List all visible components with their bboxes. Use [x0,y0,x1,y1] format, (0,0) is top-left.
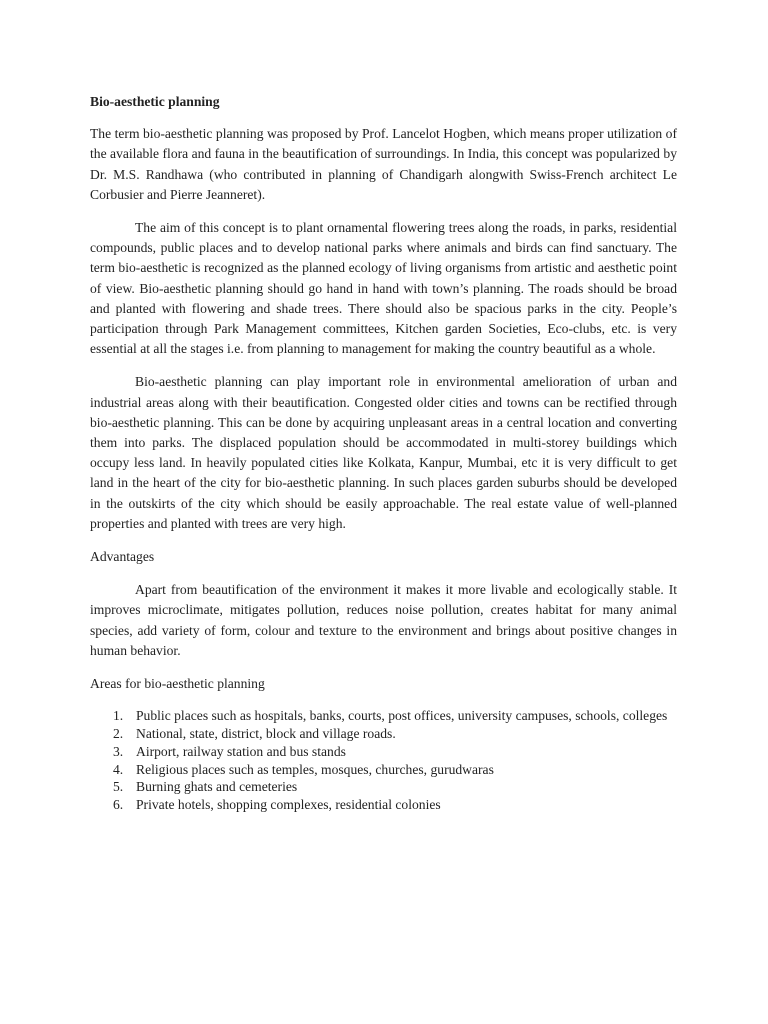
areas-list [90,707,677,814]
list-item-text: Religious places such as temples, mosques, churches, gurudwaras [136,761,494,777]
intro-paragraph: The term bio-aesthetic planning was proposed by Prof. Lancelot Hogben, which means proper utilization of the available flora and fauna in the beautification of surroundings. In India, this concept was popularized by Dr. M.S. Randhawa (who contributed in planning of Chandigarh alongwith Swiss-French architect Le Corbusier and Pierre Jeanneret). [90,126,677,202]
list-item-text: Burning ghats and cemeteries [136,779,298,795]
list-item [90,761,677,779]
list-item-text: National, state, district, block and village roads. [136,726,396,742]
list-item [90,725,677,743]
list-item-number: 6. [113,797,124,813]
areas-heading: Areas for bio-aesthetic planning [90,676,265,692]
list-item-number: 2. [113,726,124,742]
aim-paragraph: The aim of this concept is to plant ornamental flowering trees along the roads, in parks, residential compounds, public places and to develop national parks where animals and birds can find sanctuary. The term bio-aesthetic is recognized as the planned ecology of living organisms from artistic and aesthetic point of view. Bio-aesthetic planning should go hand in hand with town’s planning. The roads should be broad and planted with flowering and shade trees. There should also be spacious parks in the city. People’s participation through Park Management committees, Kitchen garden Societies, Eco-clubs, etc. is very essential at all the stages i.e. from planning to management for making the country beautiful as a whole. [90,220,677,357]
advantages-heading: Advantages [90,549,155,565]
list-item-number: 5. [113,779,124,795]
advantages-paragraph: Apart from beautification of the environment it makes it more livable and ecologically stable. It improves microclimate, mitigates pollution, reduces noise pollution, creates habitat for many animal species, add variety of form, colour and texture to the environment and brings about positive changes in human behavior. [90,582,677,658]
list-item-number: 3. [113,743,124,759]
list-item-text: Public places such as hospitals, banks, courts, post offices, university campuses, schools, colleges [136,708,668,724]
list-item-number: 1. [113,708,124,724]
list-item [90,778,677,796]
list-item-number: 4. [113,761,124,777]
list-item-text: Airport, railway station and bus stands [136,743,346,759]
list-item-text: Private hotels, shopping complexes, residential colonies [136,797,441,813]
list-item [90,707,677,725]
document-title: Bio-aesthetic planning [90,94,220,109]
role-paragraph: Bio-aesthetic planning can play important role in environmental amelioration of urban and industrial areas along with their beautification. Congested older cities and towns can be rectified through bio-aesthetic planning. This can be done by acquiring unpleasant areas in a central location and converting them into parks. The displaced population should be accommodated in multi-storey buildings which occupy less land. In heavily populated cities like Kolkata, Kanpur, Mumbai, etc it is very difficult to get land in the heart of the city for bio-aesthetic planning. In such places garden suburbs should be developed in the outskirts of the city which should be easily approachable. The real estate value of well-planned properties and planted with trees are very high. [90,374,677,531]
list-item [90,743,677,761]
document-page [90,92,677,814]
list-item [90,796,677,814]
